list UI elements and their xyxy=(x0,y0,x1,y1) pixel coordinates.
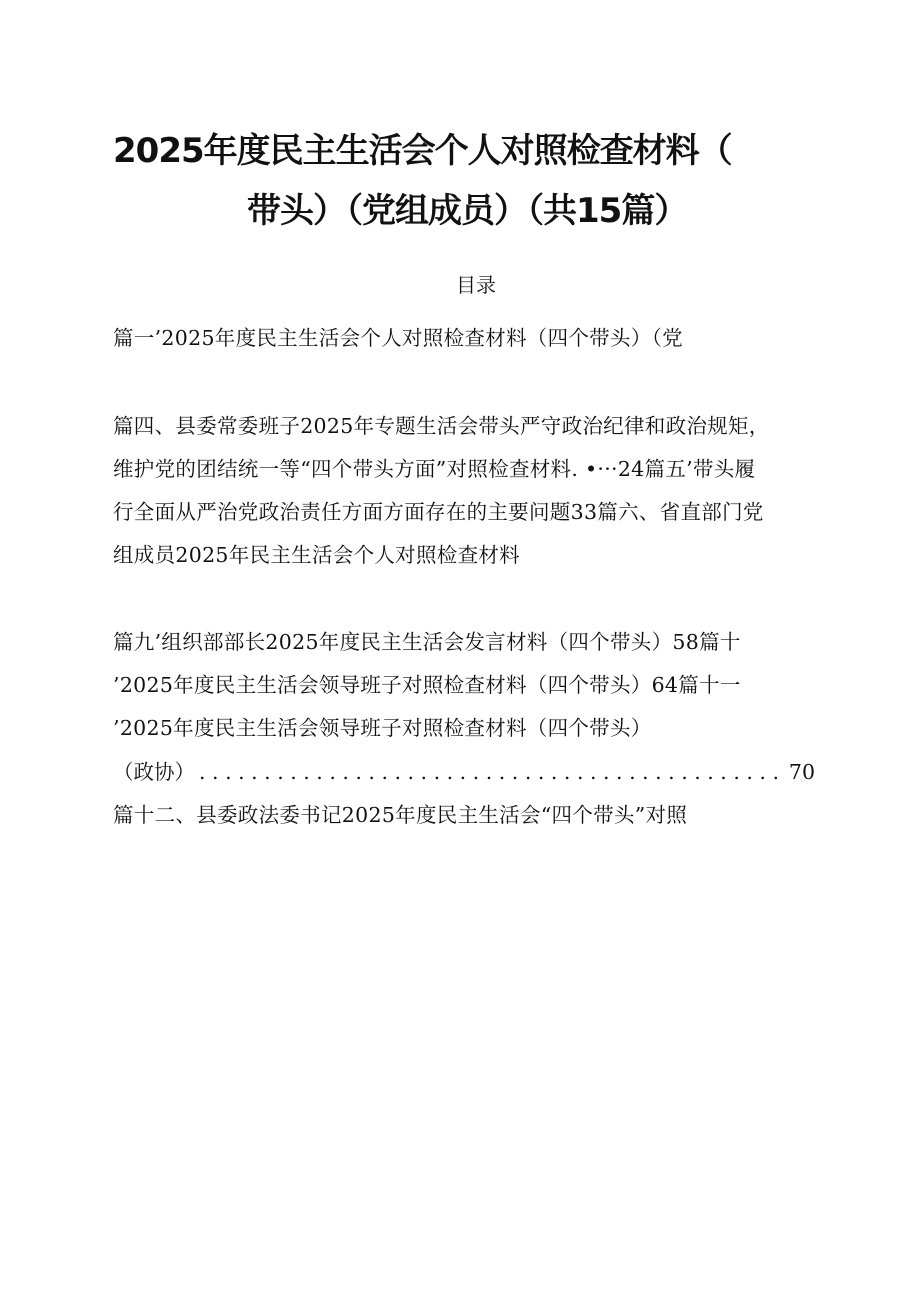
toc-entry-with-leader xyxy=(113,762,815,783)
toc-line: 篇十二、县委政法委书记2025年度民主生活会“四个带头”对照 xyxy=(113,803,688,827)
toc-entry-label: （政协） xyxy=(113,760,195,784)
toc-line: ’2025年度民主生活会领导班子对照检查材料（四个带头） xyxy=(113,716,652,740)
toc-line: ’2025年度民主生活会领导班子对照检查材料（四个带头）64篇十一 xyxy=(113,673,741,697)
toc-page-number: 70 xyxy=(788,760,815,784)
toc-line: 组成员2025年民主生活会个人对照检查材料 xyxy=(113,543,520,567)
toc-line: 行全面从严治党政治责任方面方面存在的主要问题33篇六、省直部门党 xyxy=(113,500,764,524)
toc-line: 篇九’组织部部长2025年度民主生活会发言材料（四个带头）58篇十 xyxy=(113,630,741,654)
dot-leader xyxy=(199,762,785,783)
document-title-line-1: 2025年度民主生活会个人对照检查材料（ xyxy=(113,131,732,171)
toc-line: 维护党的团结统一等“四个带头方面”对照检查材料. •···24篇五’带头履 xyxy=(113,457,756,481)
toc-line: 篇一’2025年度民主生活会个人对照检查材料（四个带头）（党 xyxy=(113,326,683,350)
toc-line: 篇四、县委常委班子2025年专题生活会带头严守政治纪律和政治规矩， xyxy=(113,414,770,438)
document-title-line-2: 带头）（党组成员）（共15篇） xyxy=(247,191,688,231)
toc-heading: 目录 xyxy=(456,273,496,297)
